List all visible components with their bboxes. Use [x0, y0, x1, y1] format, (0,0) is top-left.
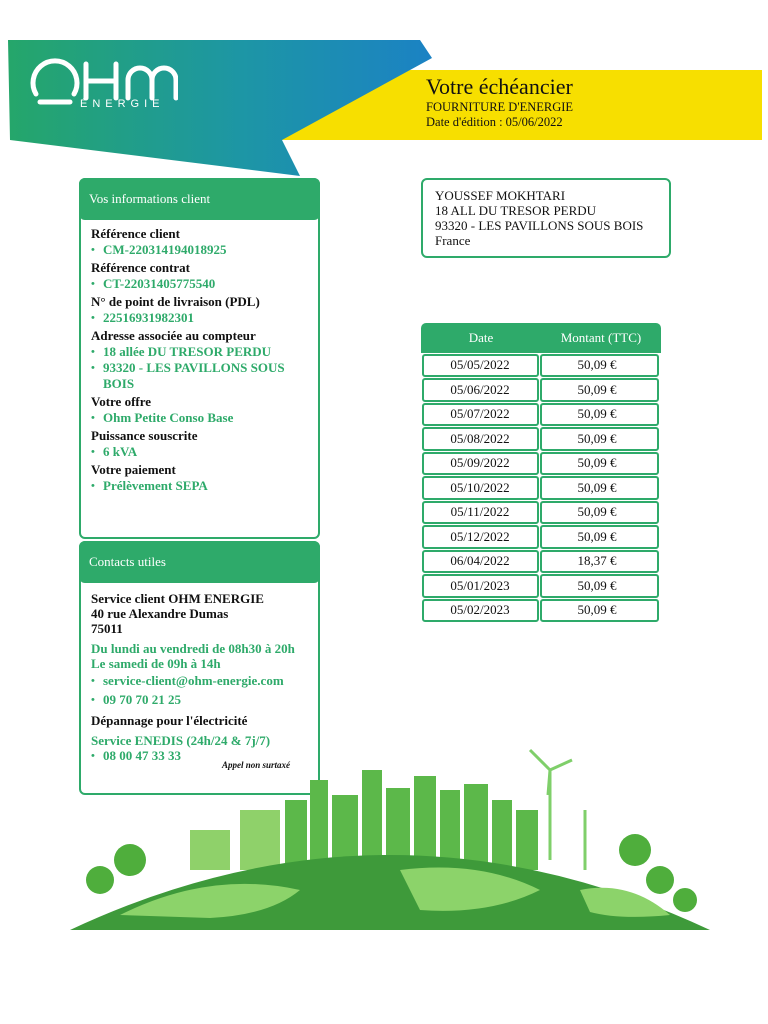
- hours-saturday: Le samedi de 09h à 14h: [91, 656, 221, 671]
- recipient-city: 93320 - LES PAVILLONS SOUS BOIS: [435, 218, 644, 233]
- offre-label: Votre offre: [91, 394, 152, 409]
- contact-email[interactable]: • service-client@ohm-energie.com: [91, 673, 308, 689]
- service-street: 40 rue Alexandre Dumas: [91, 606, 229, 621]
- paiement-label: Votre paiement: [91, 462, 176, 477]
- row-date: 05/01/2023: [422, 574, 539, 598]
- table-row: [421, 525, 661, 550]
- enedis-phone[interactable]: • 08 00 47 33 33: [91, 748, 308, 764]
- ref-contrat-value: • CT-22031405775540: [91, 276, 308, 292]
- recipient-country: France: [435, 233, 471, 248]
- service-postal: 75011: [91, 621, 123, 636]
- table-row: [421, 378, 661, 403]
- row-amount: 50,09 €: [540, 378, 659, 402]
- row-amount: 50,09 €: [540, 403, 659, 427]
- row-amount: 50,09 €: [540, 427, 659, 451]
- row-date: 05/08/2022: [422, 427, 539, 451]
- row-amount: 50,09 €: [540, 476, 659, 500]
- recipient-name: YOUSSEF MOKHTARI: [435, 188, 566, 203]
- table-row: [421, 402, 661, 427]
- ref-contrat-label: Référence contrat: [91, 260, 191, 275]
- page-title: Votre échéancier: [426, 74, 573, 99]
- client-info-panel: [79, 178, 320, 539]
- row-date: 05/11/2022: [422, 501, 539, 525]
- row-date: 05/02/2023: [422, 599, 539, 623]
- client-info-heading: Vos informations client: [79, 178, 320, 220]
- paiement-value: • Prélèvement SEPA: [91, 478, 308, 494]
- hours-weekdays: Du lundi au vendredi de 08h30 à 20h: [91, 641, 295, 656]
- pdl-label: N° de point de livraison (PDL): [91, 294, 260, 309]
- depannage-label: Dépannage pour l'électricité: [91, 713, 248, 728]
- contacts-heading: Contacts utiles: [79, 541, 320, 583]
- row-amount: 18,37 €: [540, 550, 659, 574]
- row-amount: 50,09 €: [540, 354, 659, 378]
- ref-client-value: • CM-220314194018925: [91, 242, 308, 258]
- col-date-header: Date: [468, 330, 494, 345]
- edition-date: Date d'édition : 05/06/2022: [426, 115, 563, 129]
- adresse-line-1: • 18 allée DU TRESOR PERDU: [91, 344, 308, 360]
- table-row: [421, 427, 661, 452]
- row-date: 05/10/2022: [422, 476, 539, 500]
- puissance-label: Puissance souscrite: [91, 428, 198, 443]
- row-amount: 50,09 €: [540, 501, 659, 525]
- table-row: [421, 574, 661, 599]
- row-date: 05/05/2022: [422, 354, 539, 378]
- row-date: 05/12/2022: [422, 525, 539, 549]
- table-row: [421, 598, 661, 623]
- table-header: [421, 323, 661, 353]
- pdl-value: • 22516931982301: [91, 310, 308, 326]
- logo-subtitle: ÉNERGIE: [80, 98, 165, 110]
- row-amount: 50,09 €: [540, 452, 659, 476]
- adresse-line-2: • 93320 - LES PAVILLONS SOUS BOIS: [91, 360, 308, 392]
- row-amount: 50,09 €: [540, 599, 659, 623]
- contact-phone[interactable]: • 09 70 70 21 25: [91, 692, 308, 708]
- call-note: Appel non surtaxé: [221, 760, 290, 770]
- row-amount: 50,09 €: [540, 574, 659, 598]
- table-row: [421, 549, 661, 574]
- row-date: 05/07/2022: [422, 403, 539, 427]
- table-row: [421, 353, 661, 378]
- row-date: 06/04/2022: [422, 550, 539, 574]
- recipient-address: [421, 178, 671, 258]
- offre-value: • Ohm Petite Conso Base: [91, 410, 308, 426]
- table-row: [421, 451, 661, 476]
- puissance-value: • 6 kVA: [91, 444, 308, 460]
- row-date: 05/06/2022: [422, 378, 539, 402]
- col-amount-header: Montant (TTC): [560, 330, 642, 345]
- table-row: [421, 476, 661, 501]
- payment-schedule-table: [421, 323, 661, 623]
- row-amount: 50,09 €: [540, 525, 659, 549]
- row-date: 05/09/2022: [422, 452, 539, 476]
- table-row: [421, 500, 661, 525]
- green-city-illustration: [60, 740, 720, 930]
- adresse-label: Adresse associée au compteur: [91, 328, 256, 343]
- ref-client-label: Référence client: [91, 226, 180, 241]
- enedis-service: Service ENEDIS (24h/24 & 7j/7): [91, 733, 271, 748]
- service-name: Service client OHM ENERGIE: [91, 591, 264, 606]
- recipient-street: 18 ALL DU TRESOR PERDU: [435, 203, 597, 218]
- document-header: [426, 74, 573, 130]
- document-subtitle: FOURNITURE D'ENERGIE: [426, 100, 574, 114]
